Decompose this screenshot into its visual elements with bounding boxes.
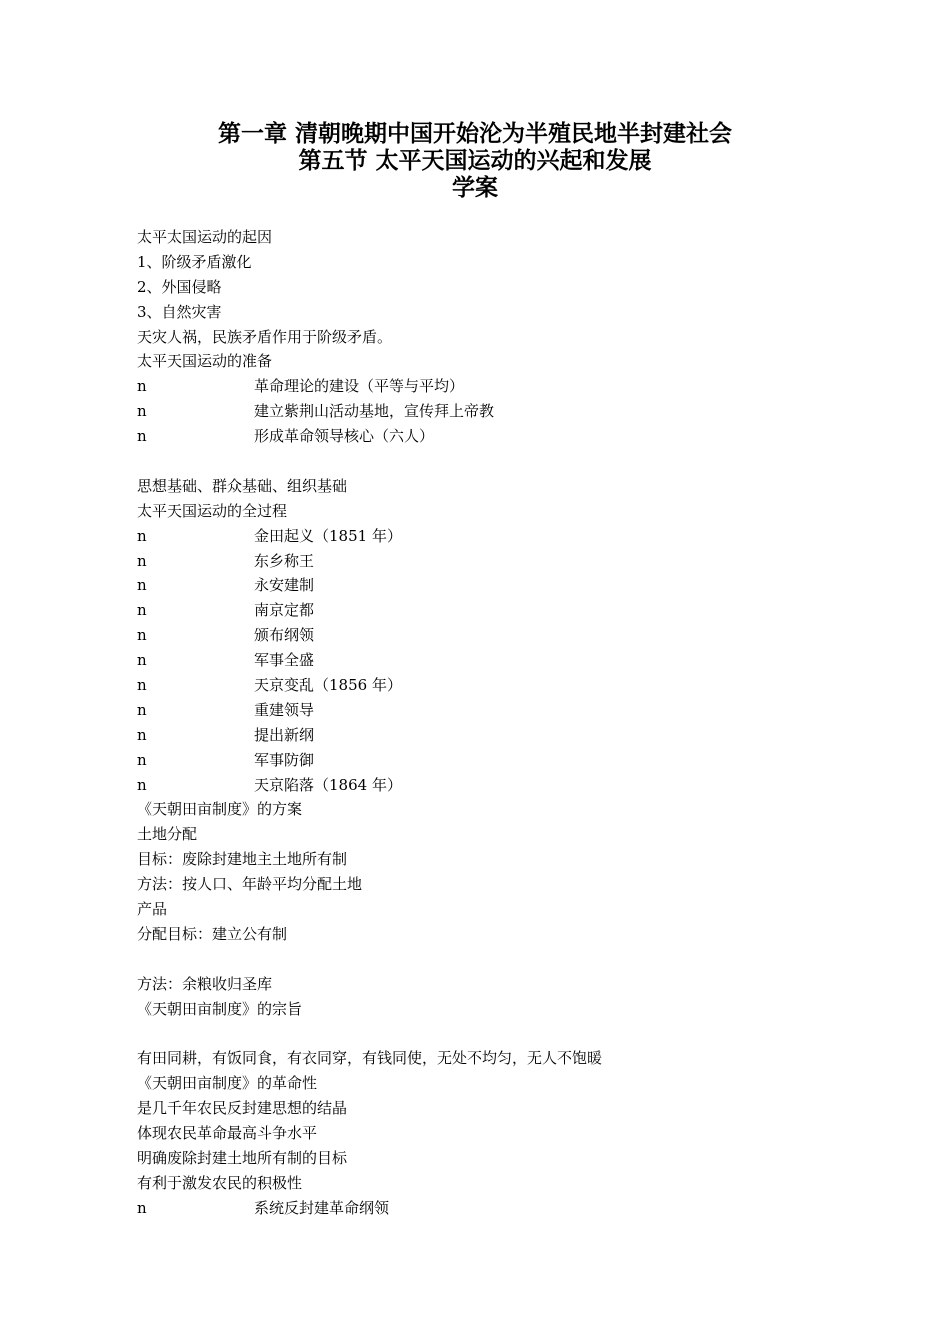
bullet-text: 形成革命领导核心（六人） (254, 427, 435, 446)
text-line: 明确废除封建土地所有制的目标 (137, 1148, 348, 1167)
blank-line (137, 947, 857, 972)
bullet-marker: n (137, 576, 147, 595)
bullet-item (137, 1196, 857, 1221)
bullet-item (137, 598, 857, 623)
doc-type-title: 学案 (452, 175, 498, 201)
heading-revolutionary-nature: 《天朝田亩制度》的革命性 (137, 1074, 318, 1093)
title-block (0, 121, 950, 202)
bullet-marker: n (137, 601, 147, 620)
heading-causes: 太平太国运动的起因 (137, 228, 273, 246)
bullet-text: 系统反封建革命纲领 (254, 1198, 390, 1217)
bullet-item (137, 723, 857, 748)
bullet-marker: n (137, 651, 147, 670)
bullet-text: 颁布纲领 (254, 626, 315, 645)
bullet-item (137, 673, 857, 698)
blank-line (137, 449, 857, 474)
bullet-marker: n (137, 551, 147, 570)
bullet-item (137, 549, 857, 574)
text-line: 天灾人祸，民族矛盾作用于阶级矛盾。 (137, 327, 393, 346)
bullet-item (137, 399, 857, 424)
text-line: 有利于激发农民的积极性 (137, 1173, 303, 1192)
text-line: 是几千年农民反封建思想的结晶 (137, 1099, 348, 1118)
bullet-item (137, 648, 857, 673)
text-line: 分配目标：建立公有制 (137, 924, 288, 943)
text-line: 目标：废除封建地主土地所有制 (137, 850, 348, 869)
bullet-item (137, 573, 857, 598)
bullet-marker: n (137, 427, 147, 446)
text-line: 土地分配 (137, 825, 198, 844)
bullet-text: 天京变乱（1856 年） (254, 676, 402, 695)
section-title: 第五节 太平天国运动的兴起和发展 (298, 148, 652, 174)
bullet-item (137, 524, 857, 549)
bullet-item (137, 374, 857, 399)
heading-preparation: 太平天国运动的准备 (137, 352, 273, 371)
bullet-text: 永安建制 (254, 576, 315, 595)
bullet-marker: n (137, 700, 147, 719)
bullet-marker: n (137, 725, 147, 744)
heading-process: 太平天国运动的全过程 (137, 501, 288, 520)
bullet-marker: n (137, 526, 147, 545)
text-line: 1、阶级矛盾激化 (137, 252, 252, 271)
text-line: 2、外国侵略 (137, 277, 222, 296)
bullet-text: 南京定都 (254, 601, 315, 620)
document-body (137, 225, 857, 1221)
bullet-text: 东乡称王 (254, 551, 315, 570)
bullet-marker: n (137, 402, 147, 421)
bullet-marker: n (137, 750, 147, 769)
bullet-marker: n (137, 775, 147, 794)
chapter-title: 第一章 清朝晚期中国开始沦为半殖民地半封建社会 (217, 121, 732, 147)
bullet-text: 建立紫荆山活动基地，宣传拜上帝教 (254, 402, 495, 421)
bullet-marker: n (137, 626, 147, 645)
bullet-text: 金田起义（1851 年） (254, 526, 402, 545)
text-line: 体现农民革命最高斗争水平 (137, 1124, 318, 1143)
bullet-text: 重建领导 (254, 700, 315, 719)
text-line: 思想基础、群众基础、组织基础 (137, 476, 348, 495)
bullet-text: 天京陷落（1864 年） (254, 775, 402, 794)
bullet-item (137, 773, 857, 798)
bullet-item (137, 424, 857, 449)
bullet-text: 革命理论的建设（平等与平均） (254, 377, 465, 396)
text-line: 3、自然灾害 (137, 302, 222, 321)
text-line: 产品 (137, 900, 168, 919)
bullet-item (137, 698, 857, 723)
bullet-text: 军事全盛 (254, 651, 315, 670)
bullet-text: 提出新纲 (254, 725, 315, 744)
bullet-text: 军事防御 (254, 750, 315, 769)
text-line: 有田同耕，有饭同食，有衣同穿，有钱同使，无处不均匀，无人不饱暖 (137, 1049, 603, 1068)
bullet-item (137, 748, 857, 773)
heading-purpose: 《天朝田亩制度》的宗旨 (137, 999, 303, 1018)
heading-land-system: 《天朝田亩制度》的方案 (137, 800, 303, 819)
bullet-marker: n (137, 377, 147, 396)
text-line: 方法：余粮收归圣库 (137, 974, 273, 993)
bullet-marker: n (137, 676, 147, 695)
bullet-item (137, 623, 857, 648)
text-line: 方法：按人口、年龄平均分配土地 (137, 875, 363, 894)
bullet-marker: n (137, 1198, 147, 1217)
blank-line (137, 1022, 857, 1047)
